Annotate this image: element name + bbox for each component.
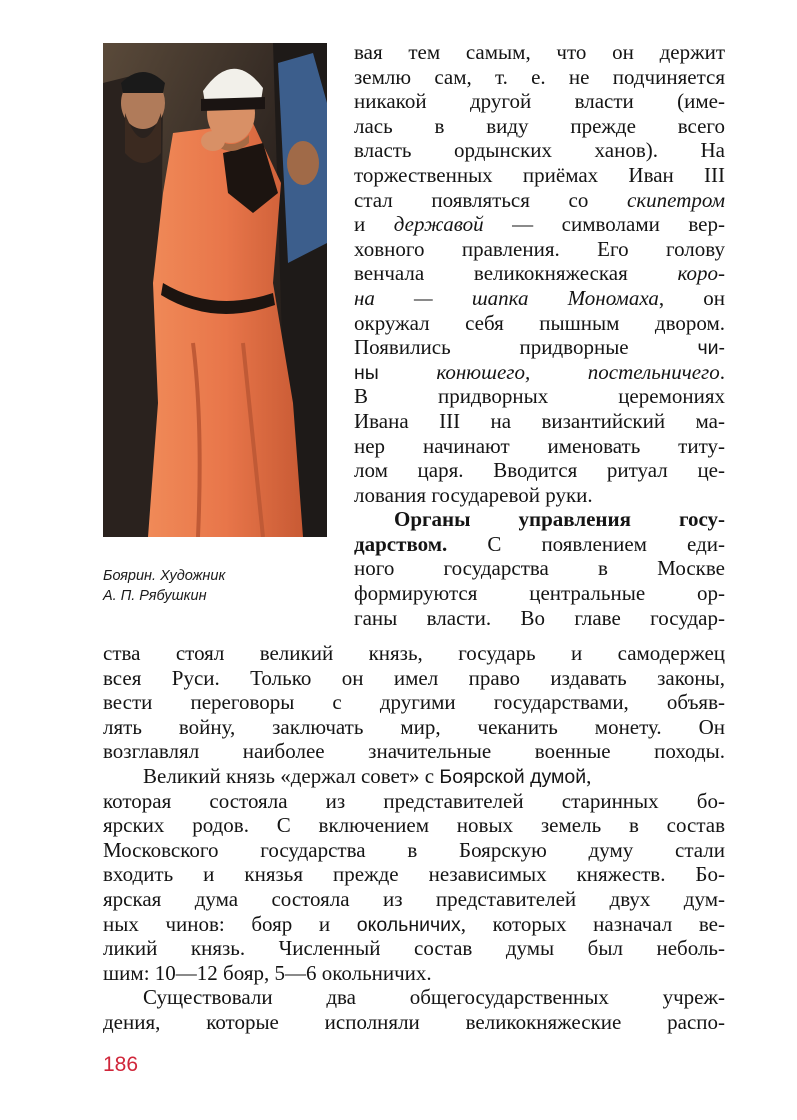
text-line: ства стоял великий князь, государь и самодержец <box>103 641 725 665</box>
text-line: ярских родов. С включением новых земель в состав <box>103 813 725 838</box>
text-run: , он <box>658 285 725 310</box>
text-line <box>354 507 725 532</box>
section-heading: дарством. <box>354 531 448 556</box>
text-line: дения, которые исполняли великокняжеские распо- <box>103 1009 725 1034</box>
term-monomakh-cap: на — шапка Мономаха <box>354 285 659 310</box>
text-run: Великий князь «держал совет» с <box>143 763 440 788</box>
text-line <box>354 261 725 286</box>
term-ranks: чи- <box>697 337 725 360</box>
text-line: возглавлял наиболее значительные военные походы. <box>103 739 725 764</box>
text-run: стал появляться со <box>354 187 628 212</box>
text-line: ганы власти. Во главе государ- <box>354 605 725 630</box>
caption-line: Боярин. Художник <box>103 568 226 584</box>
text-line: власть ордынских ханов). На <box>354 138 725 163</box>
text-line <box>354 335 725 360</box>
text-line: лять войну, заключать мир, чеканить монету. Он <box>103 714 725 739</box>
text-line: лась в виду прежде всего <box>354 113 725 138</box>
text-run: . <box>719 359 725 384</box>
text-line <box>354 188 725 213</box>
text-line: которая состояла из представителей старинных бо- <box>103 788 725 813</box>
section-heading: Органы управления госу- <box>394 507 725 532</box>
text-line: шим: 10—12 бояр, 5—6 окольничих. <box>103 960 432 985</box>
text-line: окружал себя пышным двором. <box>354 310 725 335</box>
text-run: , которых назначал ве- <box>460 911 725 936</box>
text-line: ховного правления. Его голову <box>354 236 725 261</box>
text-line: торжественных приёмах Иван III <box>354 162 725 187</box>
text-line: В придворных церемониях <box>354 384 725 409</box>
text-run: Появились придворные <box>354 335 698 360</box>
text-line <box>354 360 725 385</box>
text-line: Московского государства в Боярскую думу стали <box>103 837 725 862</box>
text-run: и <box>354 212 394 237</box>
text-line: всея Руси. Только он имел право издавать законы, <box>103 665 725 690</box>
text-run: — символами вер- <box>483 212 725 237</box>
text-line: ярская дума состояла из представителей двух дум- <box>103 886 725 911</box>
text-run: С появлением еди- <box>447 531 725 556</box>
page-number: 186 <box>103 1053 139 1076</box>
text-line: Существовали два общегосударственных учреж- <box>143 985 725 1010</box>
caption-line: А. П. Рябушкин <box>103 588 207 604</box>
term-court-ranks: конюшего, постельничего <box>378 359 720 384</box>
text-line: землю сам, т. е. не подчиняется <box>354 64 725 89</box>
term-okolnichie: окольничих <box>356 913 461 936</box>
term-boyar-duma: Боярской думой <box>439 765 587 788</box>
figure-caption <box>103 566 343 606</box>
term-crown: коро- <box>677 261 725 286</box>
term-scepter: скипетром <box>627 187 725 212</box>
text-run: венчала великокняжеская <box>354 261 678 286</box>
body-text-wide <box>103 641 725 1035</box>
text-line: ликий князь. Численный состав думы был неболь- <box>103 936 725 961</box>
text-line: лования государевой руки. <box>354 482 593 507</box>
text-line <box>103 764 725 789</box>
text-line: вести переговоры с другими государствами, объяв- <box>103 690 725 715</box>
text-line: входить и князья прежде независимых княжеств. Бо- <box>103 862 725 887</box>
term-orb: державой <box>393 212 484 237</box>
text-line <box>103 912 725 937</box>
text-line: лом царя. Вводится ритуал це- <box>354 458 725 483</box>
painting-boyar <box>103 43 327 537</box>
text-line <box>354 212 725 237</box>
text-line <box>354 532 725 557</box>
text-line: формируются центральные ор- <box>354 581 725 606</box>
text-line <box>354 286 725 311</box>
term-ranks: ны <box>354 361 379 384</box>
text-run: ных чинов: бояр и <box>103 911 357 936</box>
text-line: ного государства в Москве <box>354 556 725 581</box>
text-line: Ивана III на византийский ма- <box>354 408 725 433</box>
text-line: никакой другой власти (име- <box>354 89 725 114</box>
text-run: , <box>586 763 592 788</box>
text-line: нер начинают именовать титу- <box>354 433 725 458</box>
text-line: вая тем самым, что он держит <box>354 40 725 64</box>
body-text-narrow <box>354 40 725 630</box>
